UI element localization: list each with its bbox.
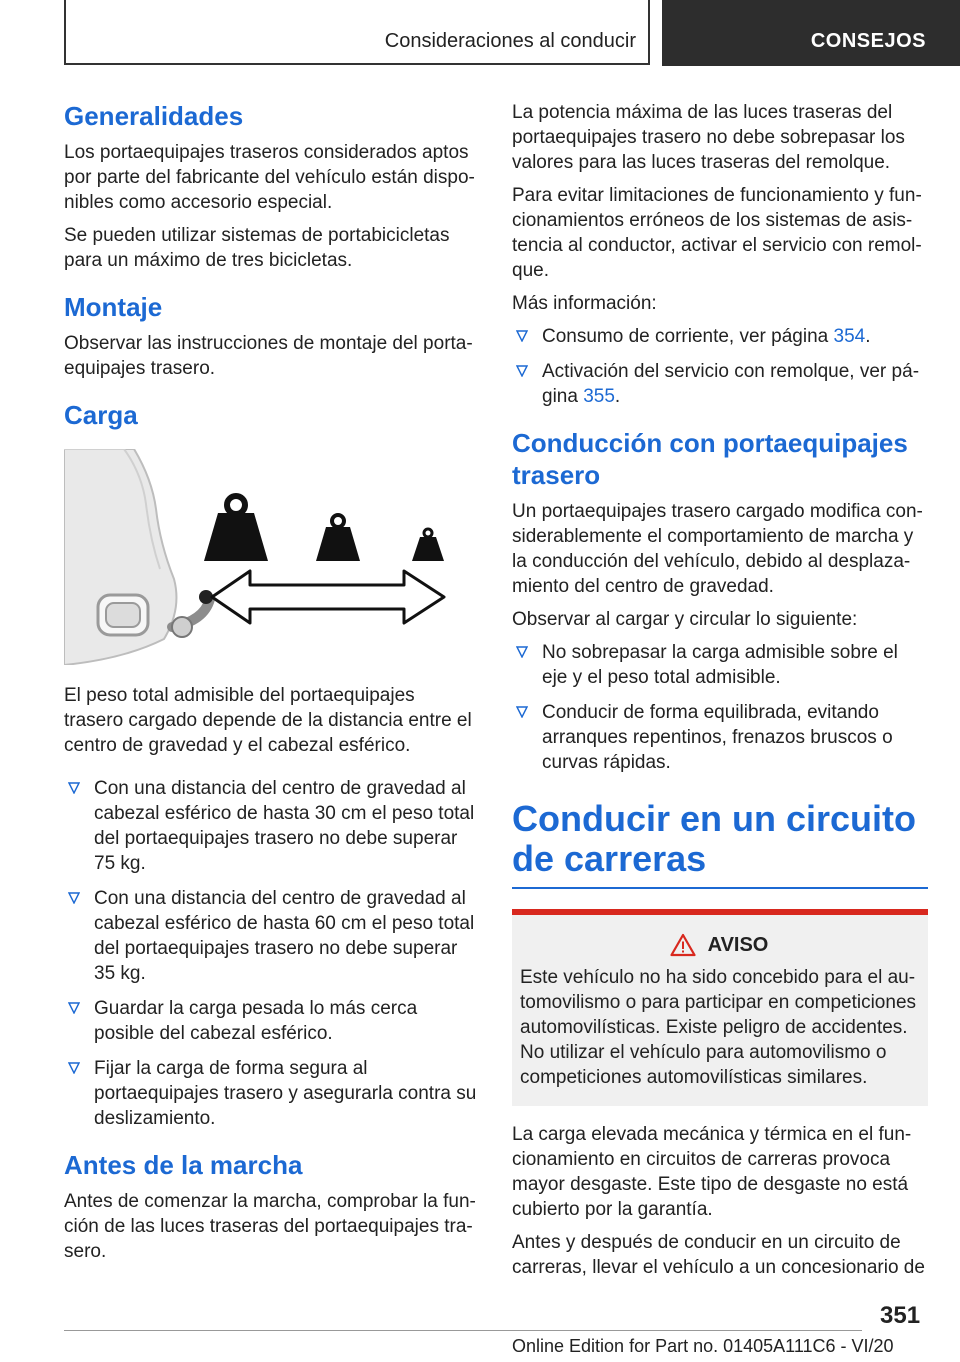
paragraph: La potencia máxima de las luces traseras del portaequipajes trasero no debe sobrepasar los valores para las luces traseras del remolque. [512,102,905,173]
triangle-bullet-icon [68,1002,80,1014]
footer-divider [64,1330,862,1331]
info-list [512,324,928,409]
triangle-bullet-icon [516,646,528,658]
list-item: Con una distancia del centro de gravedad al cabezal esférico de hasta 60 cm el peso total del portaequipajes trasero no debe superar 35 kg. [64,886,478,986]
heading-conduccion: Conducción con portaequipajes trasero [512,428,908,490]
paragraph: Para evitar limitaciones de funcionamiento y funcionamientos erróneos de los sistemas de asistencia al conductor, activar el servicio con remolque. [512,185,922,281]
chapter-tab [662,0,960,66]
triangle-bullet-icon [68,892,80,904]
load-distance-illustration [64,449,478,665]
triangle-bullet-icon [68,782,80,794]
triangle-bullet-icon [516,706,528,718]
paragraph: Un portaequipajes trasero cargado modifica considerablemente el comportamiento de marcha y la conducción del vehículo, debido al desplazamiento del centro de gravedad. [512,501,923,597]
warning-text: Este vehículo no ha sido concebido para el automovilismo o para participar en competiciones automovilísticas. Existe peligro de accidentes. No utilizar el vehículo para automovilismo o competiciones automovilísticas similares. [520,967,917,1088]
list-item: No sobrepasar la carga admisible sobre el eje y el peso total admisible. [512,640,928,690]
right-column [512,100,928,1288]
edition-info: Online Edition for Part no. 01405A111C6 - VI/20 [512,1336,894,1356]
heading-montaje: Montaje [64,292,163,322]
paragraph: Los portaequipajes traseros considerados aptos por parte del fabricante del vehículo están disponibles como accesorio especial. [64,142,475,213]
warning-triangle-icon [670,933,696,957]
carga-list [64,776,478,1131]
page-link-355[interactable]: 355 [583,386,615,407]
paragraph: Antes de comenzar la marcha, comprobar la función de las luces traseras del portaequipajes trasero. [64,1191,476,1262]
paragraph: El peso total admisible del portaequipajes trasero cargado depende de la distancia entre el centro de gravedad y el cabezal esférico. [64,685,472,756]
paragraph: Antes y después de conducir en un circuito de carreras, llevar el vehículo a un concesionario de [512,1232,925,1278]
list-item: Consumo de corriente, ver página 354. [512,324,928,349]
page-link-354[interactable]: 354 [833,326,866,347]
list-item: Activación del servicio con remolque, ver página 355. [512,359,928,409]
list-item: Conducir de forma equilibrada, evitando arranques repentinos, frenazos bruscos o curvas rápidas. [512,700,928,775]
left-column [64,100,478,1272]
paragraph: Más información: [512,293,657,314]
list-item: Guardar la carga pesada lo más cerca posible del cabezal esférico. [64,996,478,1046]
conduccion-list [512,640,928,775]
heading-circuito: Conducir en un circuito de carreras [512,799,928,889]
paragraph: Observar las instrucciones de montaje del portaequipajes trasero. [64,333,473,379]
list-item: Con una distancia del centro de gravedad al cabezal esférico de hasta 30 cm el peso total del portaequipajes trasero no debe superar 75 kg. [64,776,478,876]
paragraph: La carga elevada mecánica y térmica en el funcionamiento en circuitos de carreras provoca mayor desgaste. Este tipo de desgaste no está cubierto por la garantía. [512,1124,912,1220]
triangle-bullet-icon [516,330,528,342]
page-number: 351 [880,1302,921,1329]
warning-title: AVISO [520,933,918,957]
list-item: Fijar la carga de forma segura al portaequipajes trasero y asegurarla contra su deslizamiento. [64,1056,478,1131]
page-header [0,0,960,66]
heading-generalidades: Generalidades [64,101,244,131]
heading-carga: Carga [64,400,138,430]
paragraph: Se pueden utilizar sistemas de portabicicletas para un máximo de tres bicicletas. [64,225,450,271]
section-title: Consideraciones al conducir [384,30,636,52]
warning-box [512,909,928,1106]
car-rear-weights-svg [64,449,478,665]
heading-antes-marcha: Antes de la marcha [64,1150,303,1180]
chapter-title: CONSEJOS [810,30,926,52]
triangle-bullet-icon [68,1062,80,1074]
section-tab [64,0,650,65]
paragraph: Observar al cargar y circular lo siguiente: [512,609,858,630]
triangle-bullet-icon [516,365,528,377]
